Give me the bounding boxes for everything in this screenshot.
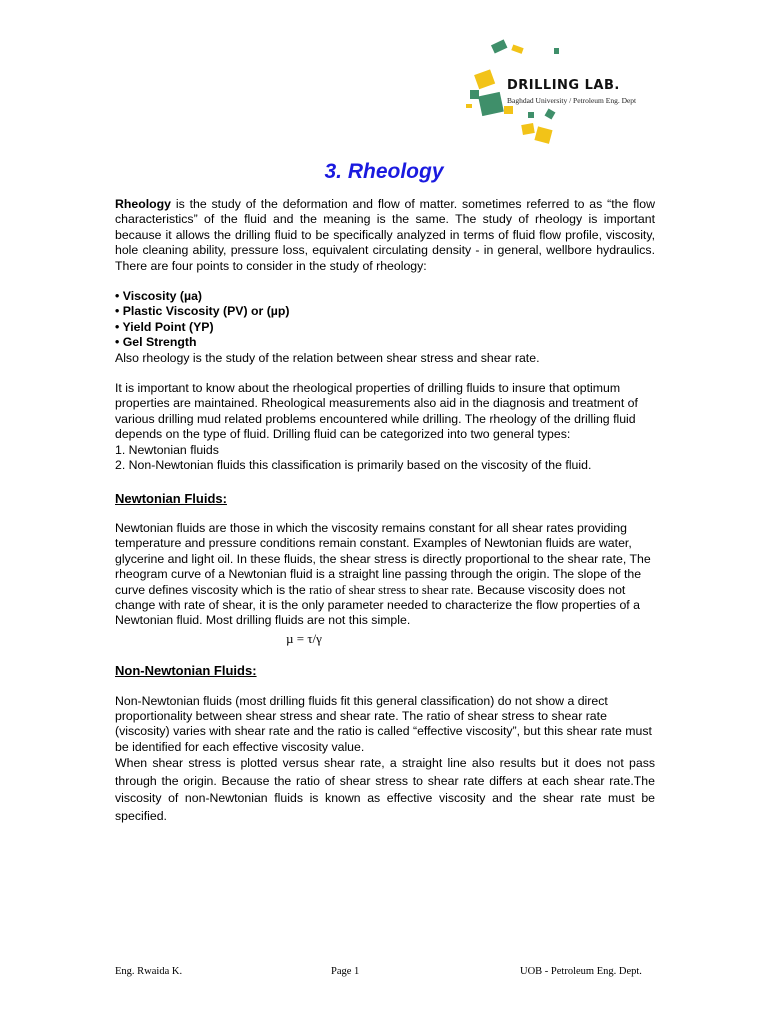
viscosity-formula: µ = τ/γ (286, 630, 322, 646)
rheology-points-list (115, 289, 655, 351)
point-gel-strength: • Gel Strength (115, 335, 197, 350)
non-newtonian-paragraph-2: When shear stress is plotted versus shear rate, a straight line also results but it does not pass through the origin. Because the ratio of shear stress to shear rate differs at each shear rate.The viscosity of non-Newtonian fluids is known as effective viscosity and the shear rate must be specified. (115, 756, 655, 823)
non-newtonian-paragraph: Non-Newtonian fluids (most drilling fluids fit this general classification) do not show a direct proportionality between shear stress and shear rate. The ratio of shear stress to shear rate (viscosity) varies with shear rate and the ratio is called “effective viscosity”, but this shear rate must be identified for each effective viscosity value. (115, 693, 652, 754)
drilling-lab-logo (462, 38, 652, 148)
newtonian-paragraph (115, 521, 655, 629)
logo-subtitle: Baghdad University / Petroleum Eng. Dept (507, 96, 637, 105)
intro-paragraph (115, 197, 655, 274)
footer-department: UOB - Petroleum Eng. Dept. (520, 966, 642, 977)
newtonian-ratio-text: ratio of shear stress to shear rate (309, 582, 471, 597)
type-non-newtonian: 2. Non-Newtonian fluids this classification is primarily based on the viscosity of the fluid. (115, 458, 592, 473)
importance-paragraph: It is important to know about the rheological properties of drilling fluids to insure that optimum properties are maintained. Rheological measurements also aid in the diagnosis and treatment of various drilling mud related problems encountered while drilling. The rheology of the drilling fluid depends on the type of fluid. Drilling fluid can be categorized into two general types: (115, 381, 638, 442)
rheology-term: Rheology (115, 197, 172, 211)
newtonian-heading: Newtonian Fluids: (115, 490, 227, 506)
footer-page-number: Page 1 (331, 966, 360, 977)
footer-author: Eng. Rwaida K. (115, 966, 183, 977)
also-line: Also rheology is the study of the relation between shear stress and shear rate. (115, 350, 540, 365)
point-viscosity: • Viscosity (µa) (115, 289, 203, 304)
type-newtonian: 1. Newtonian fluids (115, 442, 219, 457)
page-title: 3. Rheology (324, 160, 444, 183)
logo-graphic (462, 38, 652, 148)
newtonian-text-b: . Because viscosity does not change with rate of shear, it is the only parameter needed to characterize the flow properties of a Newtonian fluid. Most drilling fluids are not this simple. (115, 582, 640, 628)
document-body (115, 197, 655, 825)
intro-text: is the study of the deformation and flow of matter. sometimes referred to as “the flow characteristics” of the fluid and the meaning is the same. The study of rheology is important because it allows the drilling fluid to be specifically analyzed in terms of fluid flow profile, viscosity, hole cleaning ability, pressure loss, equivalent circulating density - in general, wellbore hydraulics. There are four points to consider in the study of rheology: (115, 197, 655, 273)
non-newtonian-heading: Non-Newtonian Fluids: (115, 663, 257, 679)
point-yield-point: • Yield Point (YP) (115, 319, 214, 334)
point-plastic-viscosity: • Plastic Viscosity (PV) or (µp) (115, 304, 290, 319)
logo-title: DRILLING LAB. (507, 78, 620, 93)
newtonian-text-a: Newtonian fluids are those in which the viscosity remains constant for all shear rates providing temperature and pressure conditions remain constant. Examples of Newtonian fluids are water, glycerine and light oil. In these fluids, the shear stress is directly proportional to the shear rate, The rheogram curve of a Newtonian fluid is a straight line passing through the origin. The slope of the curve defines viscosity which is the (115, 520, 651, 597)
